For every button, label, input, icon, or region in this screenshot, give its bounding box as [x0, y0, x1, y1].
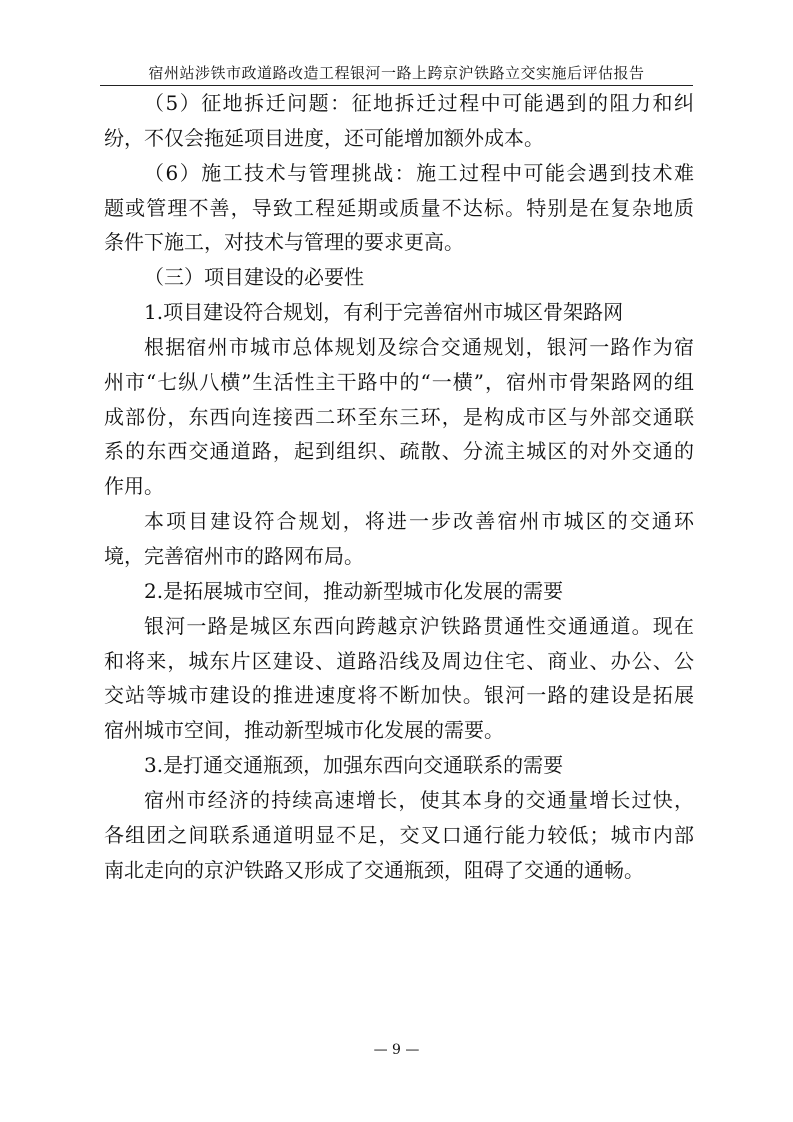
paragraph-line: （6）施工技术与管理挑战：施工过程中可能会遇到技术难 [144, 160, 694, 185]
paragraph-line: 境，完善宿州市的路网布局。 [104, 543, 364, 568]
subsection-heading: 1.项目建设符合规划，有利于完善宿州市城区骨架路网 [144, 300, 624, 325]
page-number: — 9 — [373, 1042, 420, 1058]
paragraph-line: （5）征地拆迁问题：征地拆迁过程中可能遇到的阻力和纠 [144, 91, 694, 115]
paragraph-line: 根据宿州市城市总体规划及综合交通规划，银河一路作为宿 [144, 334, 694, 359]
subsection-heading: 3.是打通交通瓶颈，加强东西向交通联系的需要 [144, 753, 564, 778]
paragraph-line: 纷，不仅会拖延项目进度，还可能增加额外成本。 [104, 125, 544, 150]
body-text [104, 86, 694, 887]
running-header: 宿州站涉铁市政道路改造工程银河一路上跨京沪铁路立交实施后评估报告 [148, 64, 645, 82]
paragraph-line: 交站等城市建设的推进速度将不断加快。银河一路的建设是拓展 [104, 683, 694, 708]
paragraph-line: 宿州城市空间，推动新型城市化发展的需要。 [104, 718, 504, 743]
paragraph-line: 作用。 [104, 474, 164, 499]
paragraph-line: 成部份，东西向连接西二环至东三环，是构成市区与外部交通联 [104, 404, 694, 429]
paragraph-line: 各组团之间联系通道明显不足，交叉口通行能力较低；城市内部 [104, 822, 694, 847]
paragraph-line: 和将来，城东片区建设、道路沿线及周边住宅、商业、办公、公 [104, 648, 694, 673]
paragraph-line: 银河一路是城区东西向跨越京沪铁路贯通性交通通道。现在 [144, 613, 694, 638]
paragraph-line: 题或管理不善，导致工程延期或质量不达标。特别是在复杂地质 [104, 195, 694, 220]
paragraph-line: 宿州市经济的持续高速增长，使其本身的交通量增长过快， [144, 787, 694, 812]
paragraph-line: 条件下施工，对技术与管理的要求更高。 [104, 230, 464, 255]
subsection-heading: 2.是拓展城市空间，推动新型城市化发展的需要 [144, 578, 564, 603]
paragraph-line: 系的东西交通道路，起到组织、疏散、分流主城区的对外交通的 [104, 439, 694, 464]
paragraph-line: 本项目建设符合规划，将进一步改善宿州市城区的交通环 [144, 509, 694, 534]
paragraph-line: 州市“七纵八横”生活性主干路中的“一横”，宿州市骨架路网的组 [104, 369, 694, 394]
paragraph-line: 南北走向的京沪铁路又形成了交通瓶颈，阻碍了交通的通畅。 [104, 857, 644, 882]
section-heading: （三）项目建设的必要性 [144, 265, 364, 290]
